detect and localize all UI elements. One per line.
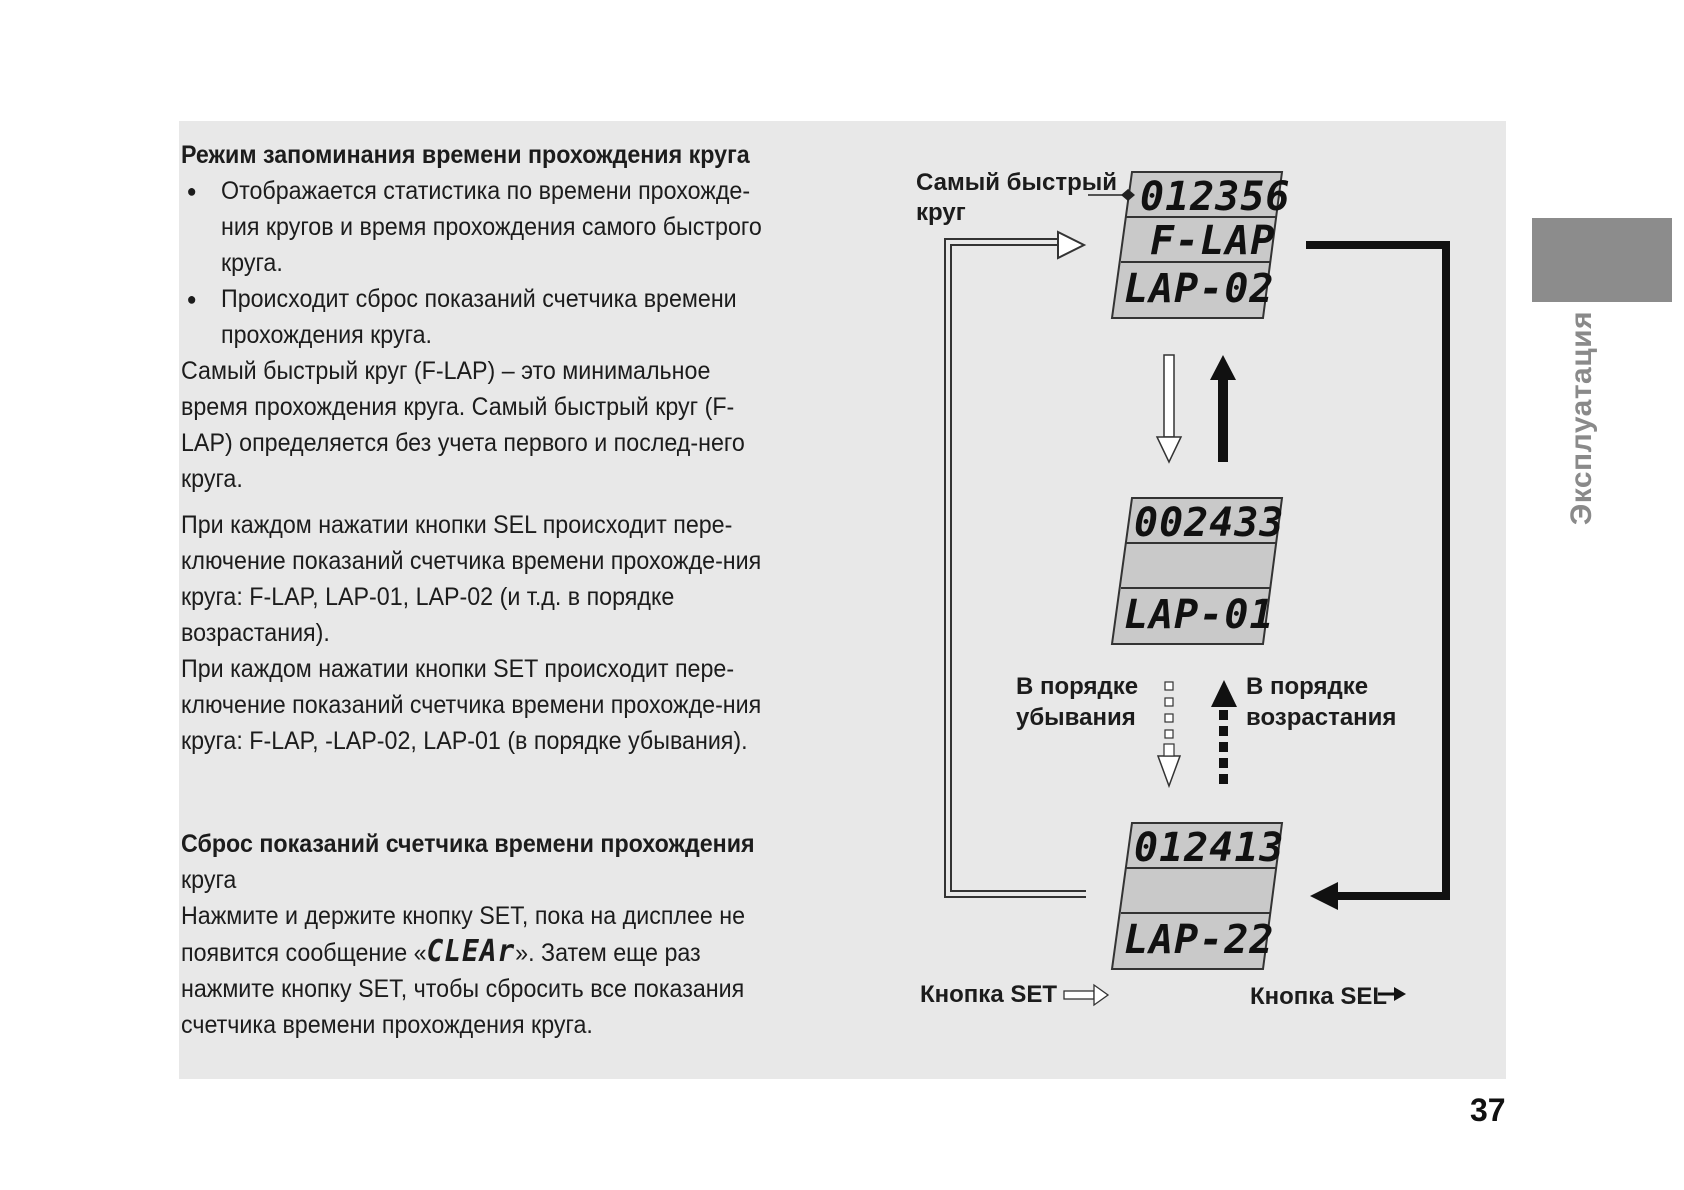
- hollow-arrow-right-icon: [1064, 985, 1108, 1005]
- descending-label: В порядке: [1016, 673, 1139, 700]
- section-heading: Режим запоминания времени прохождения круга: [181, 141, 750, 169]
- set-button-label: Кнопка SET: [920, 981, 1058, 1008]
- section-heading: Сброс показаний счетчика времени прохождения: [181, 830, 755, 858]
- dotted-hollow-arrow-down-icon: [1158, 682, 1180, 786]
- fastest-lap-label: круг: [916, 199, 966, 226]
- clear-lcd-word: CLEAr: [426, 934, 516, 969]
- paragraph: При каждом нажатии кнопки SEL происходит пере-ключение показаний счетчика времени прохожде-ния круга: F-LAP, LAP-01, LAP-02 (и т.д. в порядке возрастания).: [181, 511, 762, 647]
- paragraph: При каждом нажатии кнопки SET происходит пере-ключение показаний счетчика времени прохожде-ния круга: F-LAP, -LAP-02, LAP-01 (в порядке убывания).: [181, 655, 762, 755]
- lcd-display-lap22: [1112, 823, 1285, 969]
- lcd-time: 002433: [1134, 500, 1285, 546]
- lcd-display-fastest: [1112, 172, 1291, 318]
- solid-arrow-up-icon: [1210, 355, 1236, 462]
- paragraph: Нажмите и держите кнопку SET, пока на дисплее не появится сообщение «CLEAr». Затем еще раз нажмите кнопку SET, чтобы сбросить все показания счетчика времени прохождения круга.: [181, 902, 746, 1039]
- descending-label: убывания: [1016, 704, 1136, 731]
- hollow-arrow-down-icon: [1157, 355, 1181, 462]
- sel-button-label: Кнопка SEL: [1250, 983, 1388, 1010]
- lcd-bottom: LAP-02: [1124, 266, 1275, 312]
- ascending-label: возрастания: [1246, 704, 1397, 731]
- hollow-arrow-icon: [1058, 232, 1084, 258]
- dotted-solid-arrow-up-icon: [1211, 680, 1237, 784]
- ascending-label: В порядке: [1246, 673, 1369, 700]
- lcd-bottom: LAP-01: [1124, 592, 1275, 638]
- lcd-time: 012356: [1140, 174, 1291, 220]
- lcd-time: 012413: [1134, 825, 1285, 871]
- paragraph: Самый быстрый круг (F-LAP) – это минимальное время прохождения круга. Самый быстрый круг (F-LAP) определяется без учета первого и послед-него круга.: [181, 357, 745, 493]
- page-number: 37: [1470, 1092, 1506, 1128]
- solid-arrow-left-icon: [1310, 882, 1338, 910]
- lcd-display-lap01: [1112, 498, 1285, 644]
- section-tab-label: Эксплуатация: [1565, 310, 1598, 525]
- section-heading-cont: круга: [181, 866, 237, 894]
- bullet-item: ● Отображается статистика по времени прохожде-ния кругов и время прохождения самого быстрого круга.: [181, 173, 776, 281]
- fastest-lap-label: Самый быстрый: [916, 169, 1117, 196]
- bullet-item: ● Происходит сброс показаний счетчика времени прохождения круга.: [181, 281, 776, 353]
- lcd-bottom: LAP-22: [1124, 917, 1275, 963]
- lcd-middle: F-LAP: [1150, 218, 1276, 264]
